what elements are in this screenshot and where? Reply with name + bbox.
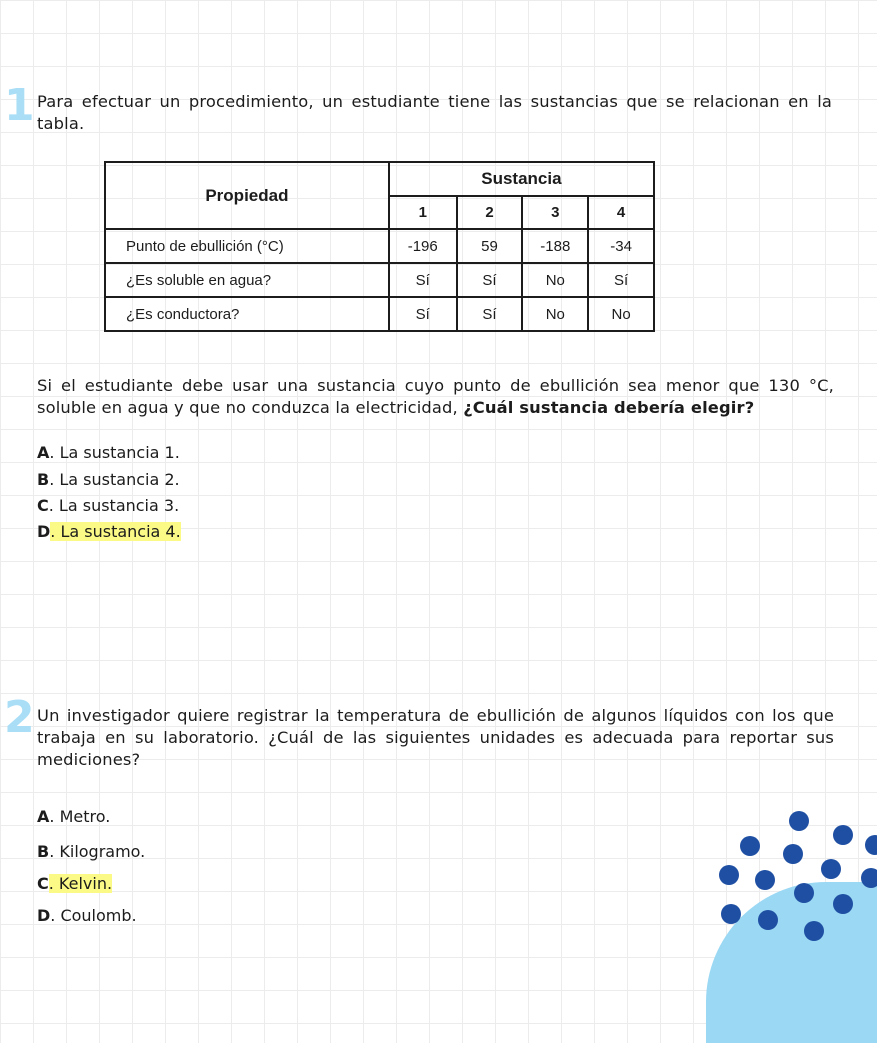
- question-1-prompt: [37, 375, 834, 419]
- table-cell: -188: [522, 229, 588, 263]
- decorative-dot: [861, 868, 877, 888]
- decorative-dot: [783, 844, 803, 864]
- option-text: . Metro.: [49, 807, 111, 826]
- substance-number: 4: [588, 196, 654, 229]
- decorative-dot: [758, 910, 778, 930]
- table-cell: Sí: [588, 263, 654, 297]
- table-cell: Sí: [389, 263, 457, 297]
- table-cell: -196: [389, 229, 457, 263]
- table-cell: No: [522, 297, 588, 331]
- option-letter: B: [37, 842, 50, 861]
- question-1-prompt-text: Si el estudiante debe usar una sustancia cuyo punto de ebullición sea menor que 130 °C, soluble en agua y que no conduzca la electricidad,: [37, 376, 834, 417]
- table-cell: -34: [588, 229, 654, 263]
- substance-number: 1: [389, 196, 457, 229]
- question-2-number: 2: [4, 692, 35, 743]
- question-1-intro: Para efectuar un procedimiento, un estudiante tiene las sustancias que se relacionan en la tabla.: [37, 92, 832, 133]
- option-text: . La sustancia 1.: [49, 443, 180, 462]
- decorative-dot: [804, 921, 824, 941]
- decorative-dot: [794, 883, 814, 903]
- decorative-dot: [740, 836, 760, 856]
- table-row: [105, 297, 654, 331]
- question-2-option-a[interactable]: [37, 807, 110, 827]
- table-cell: Sí: [389, 297, 457, 331]
- decorative-dots: [710, 805, 877, 955]
- property-label: Punto de ebullición (°C): [105, 229, 389, 263]
- table-cell: No: [588, 297, 654, 331]
- substance-number: 3: [522, 196, 588, 229]
- decorative-dot: [833, 894, 853, 914]
- option-text: . Coulomb.: [50, 906, 137, 925]
- decorative-dot: [755, 870, 775, 890]
- table-cell: No: [522, 263, 588, 297]
- option-letter: B: [37, 470, 50, 489]
- substance-properties-table: [104, 161, 655, 332]
- decorative-dot: [833, 825, 853, 845]
- question-2-option-c[interactable]: [37, 874, 112, 894]
- question-2-option-d[interactable]: [37, 906, 137, 926]
- option-letter: D: [37, 906, 51, 925]
- table-cell: Sí: [457, 297, 523, 331]
- option-text: . La sustancia 2.: [49, 470, 180, 489]
- table-cell: Sí: [457, 263, 523, 297]
- option-text-highlighted: . Kelvin.: [48, 874, 113, 893]
- option-text-highlighted: . La sustancia 4.: [50, 522, 181, 541]
- table-row: [105, 263, 654, 297]
- question-1-option-b[interactable]: [37, 470, 180, 490]
- header-property: Propiedad: [105, 162, 389, 229]
- decorative-dot: [719, 865, 739, 885]
- question-1-option-d[interactable]: [37, 522, 181, 542]
- option-letter: D: [37, 522, 51, 541]
- table-row: [105, 229, 654, 263]
- question-1-option-c[interactable]: [37, 496, 179, 516]
- option-letter: A: [37, 443, 50, 462]
- property-label: ¿Es soluble en agua?: [105, 263, 389, 297]
- question-1-option-a[interactable]: [37, 443, 180, 463]
- option-letter: C: [37, 874, 49, 893]
- header-substance: Sustancia: [389, 162, 654, 196]
- decorative-dot: [821, 859, 841, 879]
- option-letter: A: [37, 807, 50, 826]
- decorative-dot: [789, 811, 809, 831]
- substance-number: 2: [457, 196, 523, 229]
- table-cell: 59: [457, 229, 523, 263]
- option-text: . La sustancia 3.: [48, 496, 180, 515]
- property-label: ¿Es conductora?: [105, 297, 389, 331]
- question-2-option-b[interactable]: [37, 842, 145, 862]
- option-letter: C: [37, 496, 49, 515]
- option-text: . Kilogramo.: [49, 842, 146, 861]
- decorative-dot: [721, 904, 741, 924]
- question-1-prompt-bold: ¿Cuál sustancia debería elegir?: [463, 398, 755, 417]
- decorative-dot: [865, 835, 877, 855]
- question-1-number: 1: [4, 80, 35, 131]
- question-2-prompt: Un investigador quiere registrar la temperatura de ebullición de algunos líquidos con los que trabaja en su laboratorio. ¿Cuál de las siguientes unidades es adecuada para reportar sus mediciones?: [37, 706, 834, 769]
